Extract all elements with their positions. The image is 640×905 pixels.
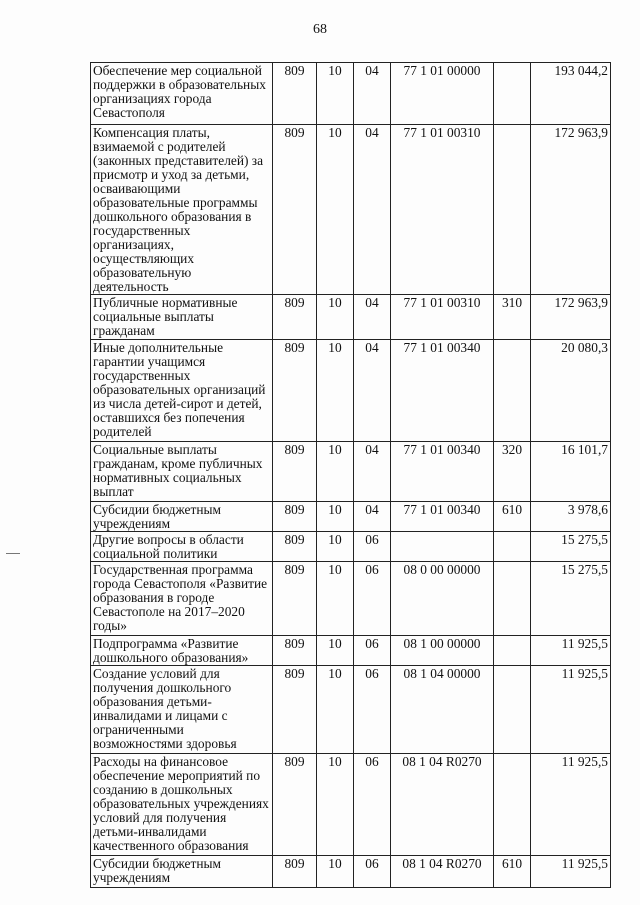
table-row <box>91 562 611 636</box>
section-code-cell: 10 <box>317 562 354 636</box>
amount-cell: 16 101,7 <box>531 442 611 502</box>
row-name-cell: Создание условий для получения дошкольного образования детьми-инвалидами и лицами с ограниченными возможностями здоровья <box>91 666 273 754</box>
margin-mark <box>6 553 20 554</box>
expense-type-code-cell: 610 <box>494 856 531 888</box>
row-name-cell: Субсидии бюджетным учреждениям <box>91 856 273 888</box>
row-name-cell: Обеспечение мер социальной поддержки в образовательных организациях города Севастополя <box>91 63 273 125</box>
subsection-code-cell: 04 <box>354 340 391 442</box>
section-code-cell: 10 <box>317 340 354 442</box>
ministry-code-cell: 809 <box>273 125 317 295</box>
ministry-code-cell: 809 <box>273 754 317 856</box>
table-row <box>91 636 611 666</box>
target-article-code-cell: 77 1 01 00340 <box>391 442 494 502</box>
ministry-code-cell: 809 <box>273 856 317 888</box>
subsection-code-cell: 06 <box>354 636 391 666</box>
row-name-cell: Компенсация платы, взимаемой с родителей (законных представителей) за присмотр и уход за детьми, осваивающими образовательные программы дошкольного образования в государственных организациях, осуществляющих образовательную деятельность <box>91 125 273 295</box>
row-name-cell: Субсидии бюджетным учреждениям <box>91 502 273 532</box>
row-name-cell: Подпрограмма «Развитие дошкольного образования» <box>91 636 273 666</box>
section-code-cell: 10 <box>317 295 354 340</box>
expense-type-code-cell <box>494 666 531 754</box>
row-name-cell: Публичные нормативные социальные выплаты гражданам <box>91 295 273 340</box>
expense-type-code-cell: 320 <box>494 442 531 502</box>
section-code-cell: 10 <box>317 754 354 856</box>
row-name-cell: Другие вопросы в области социальной политики <box>91 532 273 562</box>
amount-cell: 11 925,5 <box>531 666 611 754</box>
table-row <box>91 856 611 888</box>
expense-type-code-cell <box>494 562 531 636</box>
page-number: 68 <box>313 22 327 37</box>
table-row <box>91 754 611 856</box>
expense-type-code-cell: 610 <box>494 502 531 532</box>
subsection-code-cell: 04 <box>354 63 391 125</box>
amount-cell: 15 275,5 <box>531 562 611 636</box>
ministry-code-cell: 809 <box>273 63 317 125</box>
expense-type-code-cell <box>494 340 531 442</box>
row-name-cell: Иные дополнительные гарантии учащимся государственных образовательных организаций из числа детей-сирот и детей, оставшихся без попечения родителей <box>91 340 273 442</box>
table-row <box>91 442 611 502</box>
table-row <box>91 63 611 125</box>
expense-type-code-cell <box>494 532 531 562</box>
section-code-cell: 10 <box>317 63 354 125</box>
target-article-code-cell: 77 1 01 00000 <box>391 63 494 125</box>
ministry-code-cell: 809 <box>273 295 317 340</box>
subsection-code-cell: 06 <box>354 856 391 888</box>
table-row <box>91 340 611 442</box>
amount-cell: 11 925,5 <box>531 754 611 856</box>
section-code-cell: 10 <box>317 636 354 666</box>
ministry-code-cell: 809 <box>273 562 317 636</box>
table-row <box>91 295 611 340</box>
ministry-code-cell: 809 <box>273 340 317 442</box>
ministry-code-cell: 809 <box>273 666 317 754</box>
target-article-code-cell: 77 1 01 00310 <box>391 125 494 295</box>
amount-cell: 11 925,5 <box>531 856 611 888</box>
ministry-code-cell: 809 <box>273 502 317 532</box>
expense-type-code-cell <box>494 125 531 295</box>
amount-cell: 193 044,2 <box>531 63 611 125</box>
section-code-cell: 10 <box>317 502 354 532</box>
section-code-cell: 10 <box>317 125 354 295</box>
target-article-code-cell: 08 1 00 00000 <box>391 636 494 666</box>
subsection-code-cell: 04 <box>354 125 391 295</box>
subsection-code-cell: 06 <box>354 754 391 856</box>
subsection-code-cell: 06 <box>354 562 391 636</box>
row-name-cell: Государственная программа города Севастополя «Развитие образования в городе Севастополе на 2017–2020 годы» <box>91 562 273 636</box>
budget-table <box>90 62 611 888</box>
target-article-code-cell <box>391 532 494 562</box>
amount-cell: 11 925,5 <box>531 636 611 666</box>
target-article-code-cell: 08 1 04 R0270 <box>391 856 494 888</box>
subsection-code-cell: 04 <box>354 295 391 340</box>
table-row <box>91 666 611 754</box>
subsection-code-cell: 04 <box>354 442 391 502</box>
amount-cell: 172 963,9 <box>531 125 611 295</box>
section-code-cell: 10 <box>317 442 354 502</box>
amount-cell: 15 275,5 <box>531 532 611 562</box>
subsection-code-cell: 04 <box>354 502 391 532</box>
table-row <box>91 532 611 562</box>
expense-type-code-cell: 310 <box>494 295 531 340</box>
table-body <box>91 63 611 888</box>
ministry-code-cell: 809 <box>273 532 317 562</box>
ministry-code-cell: 809 <box>273 636 317 666</box>
section-code-cell: 10 <box>317 856 354 888</box>
amount-cell: 20 080,3 <box>531 340 611 442</box>
section-code-cell: 10 <box>317 532 354 562</box>
subsection-code-cell: 06 <box>354 666 391 754</box>
row-name-cell: Социальные выплаты гражданам, кроме публичных нормативных социальных выплат <box>91 442 273 502</box>
target-article-code-cell: 08 0 00 00000 <box>391 562 494 636</box>
target-article-code-cell: 08 1 04 R0270 <box>391 754 494 856</box>
table-row <box>91 502 611 532</box>
target-article-code-cell: 08 1 04 00000 <box>391 666 494 754</box>
row-name-cell: Расходы на финансовое обеспечение мероприятий по созданию в дошкольных образовательных учреждениях условий для получения детьми-инвалидами качественного образования <box>91 754 273 856</box>
expense-type-code-cell <box>494 63 531 125</box>
target-article-code-cell: 77 1 01 00340 <box>391 340 494 442</box>
target-article-code-cell: 77 1 01 00340 <box>391 502 494 532</box>
expense-type-code-cell <box>494 754 531 856</box>
amount-cell: 3 978,6 <box>531 502 611 532</box>
ministry-code-cell: 809 <box>273 442 317 502</box>
amount-cell: 172 963,9 <box>531 295 611 340</box>
expense-type-code-cell <box>494 636 531 666</box>
table-row <box>91 125 611 295</box>
section-code-cell: 10 <box>317 666 354 754</box>
target-article-code-cell: 77 1 01 00310 <box>391 295 494 340</box>
subsection-code-cell: 06 <box>354 532 391 562</box>
